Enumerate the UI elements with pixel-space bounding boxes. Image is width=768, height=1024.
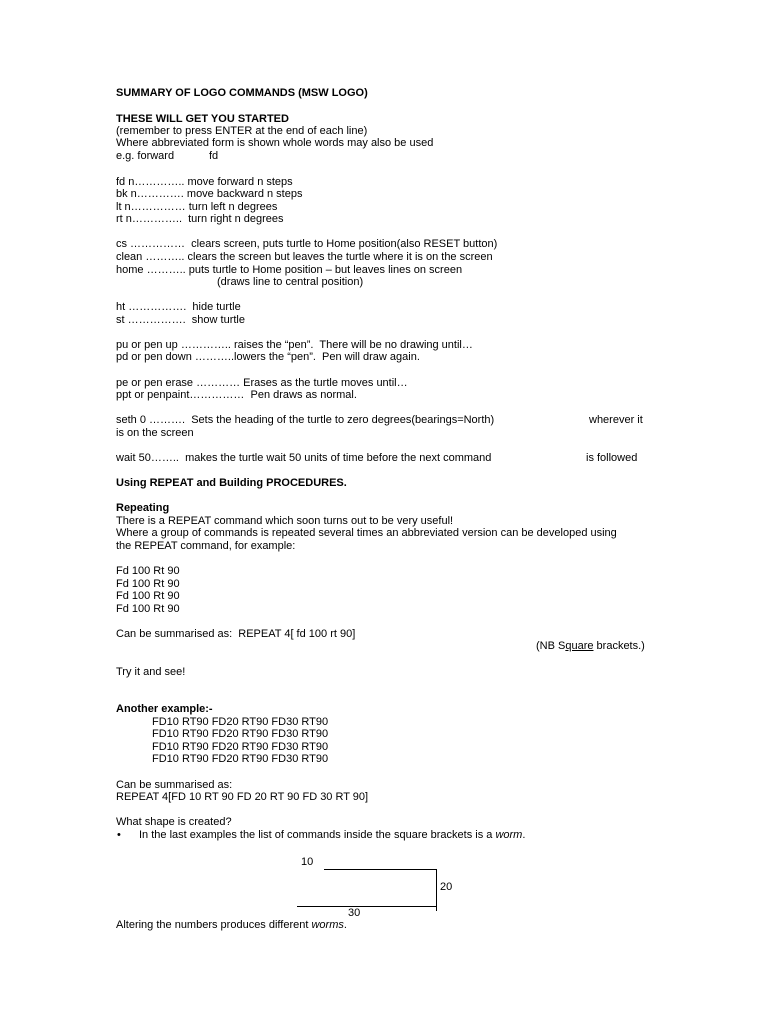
diagram-right-line: [436, 869, 437, 911]
command-wait-right: is followed: [586, 452, 638, 464]
command-pe: pe or pen erase ………… Erases as the turtle moves until…: [116, 377, 408, 389]
command-home-note: (draws line to central position): [217, 276, 364, 288]
command-cs: cs …………… clears screen, puts turtle to Home position(also RESET button): [116, 238, 498, 250]
repeating-heading: Repeating: [116, 502, 170, 514]
another-example-line: FD10 RT90 FD20 RT90 FD30 RT90: [152, 753, 329, 765]
another-example-line: FD10 RT90 FD20 RT90 FD30 RT90: [152, 728, 329, 740]
worm-diagram: [290, 852, 490, 924]
command-seth-right: wherever it: [589, 414, 643, 426]
repeat-example-line: Fd 100 Rt 90: [116, 590, 180, 602]
command-seth: seth 0 ………. Sets the heading of the turtle to zero degrees(bearings=North): [116, 414, 495, 426]
command-rt: rt n………….. turn right n degrees: [116, 213, 284, 225]
command-seth-cont: is on the screen: [116, 427, 194, 439]
command-pd: pd or pen down ………..lowers the “pen”. Pen will draw again.: [116, 351, 420, 363]
try-it-text: Try it and see!: [116, 666, 186, 678]
command-clean: clean ……….. clears the screen but leaves the turtle where it is on the screen: [116, 251, 493, 263]
shape-question: What shape is created?: [116, 816, 232, 828]
document-title: SUMMARY OF LOGO COMMANDS (MSW LOGO): [116, 87, 368, 99]
intro-example-label: e.g. forward: [116, 150, 175, 162]
intro-line-1: (remember to press ENTER at the end of each line): [116, 125, 368, 137]
command-ht: ht ……………. hide turtle: [116, 301, 241, 313]
worm-bullet-text: In the last examples the list of commands inside the square brackets is a worm.: [139, 829, 526, 841]
diagram-label-right: 20: [440, 881, 453, 893]
diagram-top-line: [324, 869, 436, 870]
intro-heading: THESE WILL GET YOU STARTED: [116, 113, 289, 125]
another-example-heading: Another example:-: [116, 703, 213, 715]
repeat-example-line: Fd 100 Rt 90: [116, 578, 180, 590]
intro-line-2: Where abbreviated form is shown whole words may also be used: [116, 137, 434, 149]
diagram-bottom-line: [297, 906, 436, 907]
command-st: st ……………. show turtle: [116, 314, 245, 326]
bullet-icon: •: [117, 829, 121, 841]
repeat-example-line: Fd 100 Rt 90: [116, 603, 180, 615]
command-bk: bk n…………. move backward n steps: [116, 188, 303, 200]
command-home: home ……….. puts turtle to Home position – but leaves lines on screen: [116, 264, 463, 276]
command-fd: fd n………….. move forward n steps: [116, 176, 293, 188]
another-summary-label: Can be summarised as:: [116, 779, 233, 791]
command-ppt: ppt or penpaint…………… Pen draws as normal.: [116, 389, 357, 401]
intro-example-abbrev: fd: [209, 150, 219, 162]
another-summary-command: REPEAT 4[FD 10 RT 90 FD 20 RT 90 FD 30 RT 90]: [116, 791, 369, 803]
repeat-example-line: Fd 100 Rt 90: [116, 565, 180, 577]
closing-text: Altering the numbers produces different worms.: [116, 919, 347, 931]
repeating-paragraph-2b: the REPEAT command, for example:: [116, 540, 296, 552]
repeat-summary: Can be summarised as: REPEAT 4[ fd 100 rt 90]: [116, 628, 356, 640]
section-heading-repeat: Using REPEAT and Building PROCEDURES.: [116, 477, 347, 489]
diagram-label-top: 10: [301, 856, 314, 868]
repeating-paragraph-2a: Where a group of commands is repeated several times an abbreviated version can be developed using: [116, 527, 617, 539]
diagram-label-bottom: 30: [348, 907, 361, 919]
square-brackets-note: (NB Square brackets.): [536, 640, 645, 652]
command-wait: wait 50…….. makes the turtle wait 50 units of time before the next command: [116, 452, 492, 464]
another-example-line: FD10 RT90 FD20 RT90 FD30 RT90: [152, 741, 329, 753]
another-example-line: FD10 RT90 FD20 RT90 FD30 RT90: [152, 716, 329, 728]
command-lt: lt n…………… turn left n degrees: [116, 201, 278, 213]
command-pu: pu or pen up ………….. raises the “pen”. There will be no drawing until…: [116, 339, 473, 351]
repeating-paragraph-1: There is a REPEAT command which soon turns out to be very useful!: [116, 515, 454, 527]
